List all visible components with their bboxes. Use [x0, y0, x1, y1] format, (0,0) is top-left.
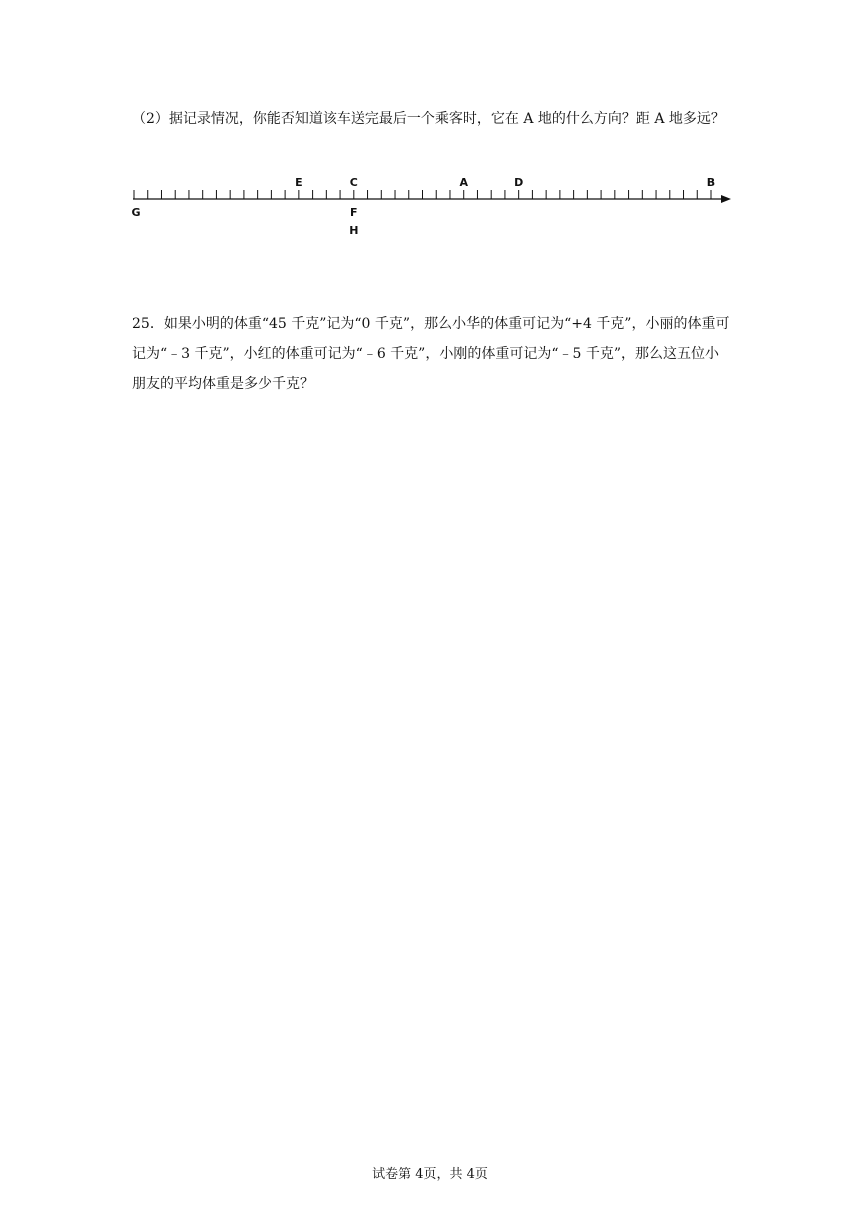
number-line-arrow: [721, 195, 731, 203]
number-line-label: H: [349, 224, 359, 237]
question-25: 25．如果小明的体重“45 千克”记为“0 千克”，那么小华的体重可记为“+4 千克”，小丽的体重可记为“﹣3 千克”，小红的体重可记为“﹣6 千克”，小刚的体重可记为“﹣5 千克”，那么这五位小朋友的平均体重是多少千克？: [132, 316, 730, 392]
number-line-label: D: [514, 176, 524, 189]
question-24-part-2: （2）据记录情况，你能否知道该车送完最后一个乘客时，它在 A 地的什么方向？距 A 地多远？: [132, 111, 725, 127]
number-line-label: G: [131, 206, 141, 219]
number-line-figure: [120, 168, 750, 243]
number-line-label: C: [349, 176, 358, 189]
number-line-label: B: [706, 176, 716, 189]
number-line-label: A: [459, 176, 468, 189]
number-line-ticks: [134, 190, 711, 199]
page-footer: 试卷第 4页，共 4页: [372, 1167, 488, 1182]
number-line-labels: [131, 176, 715, 237]
number-line-label: F: [350, 206, 358, 219]
number-line-label: E: [295, 176, 303, 189]
